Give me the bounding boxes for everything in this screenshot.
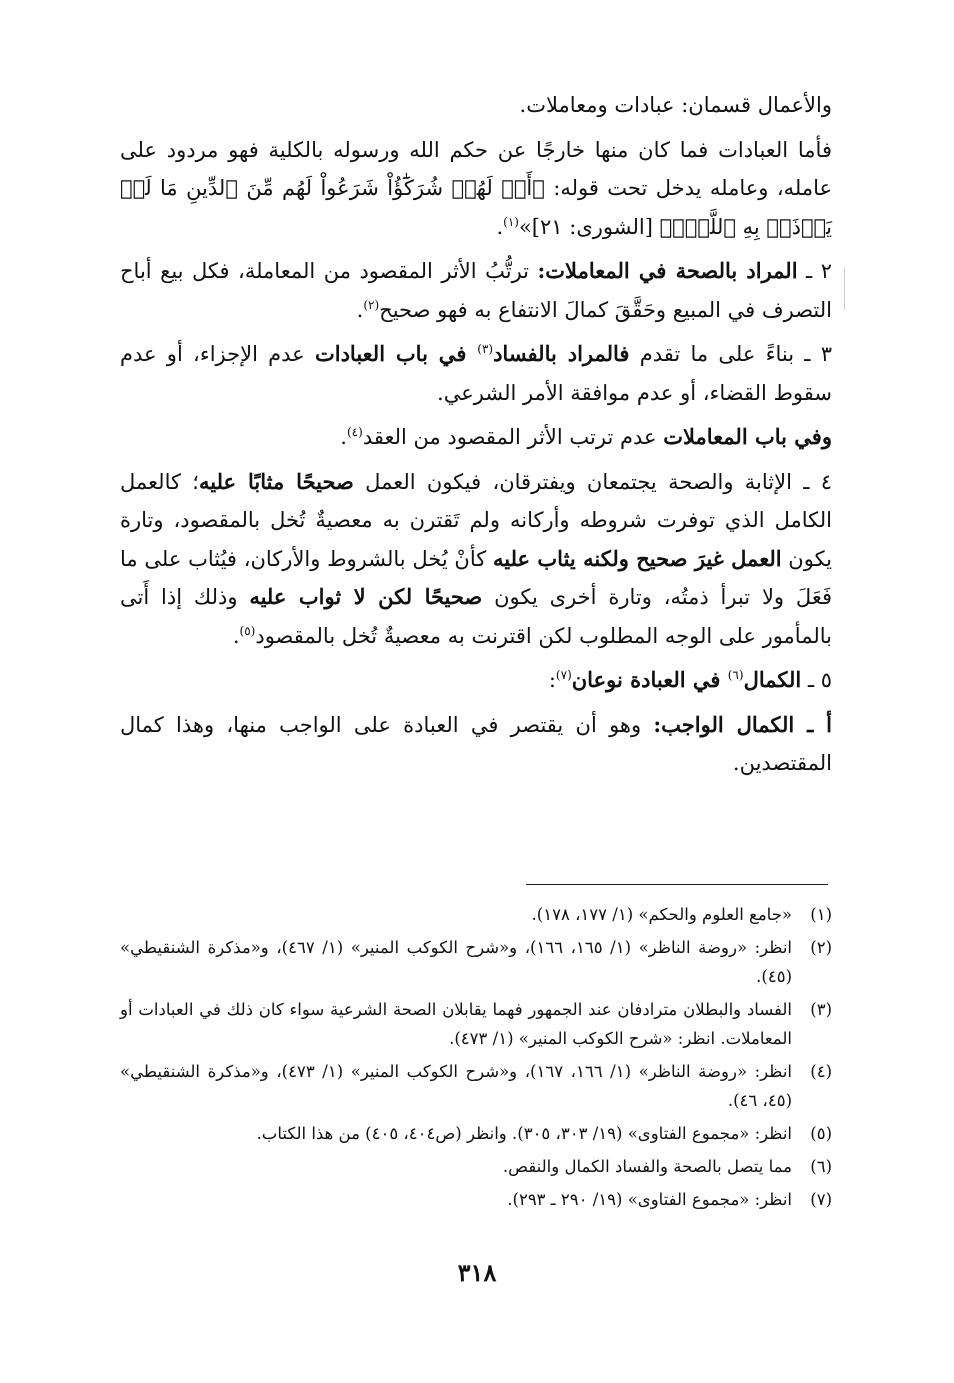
footnote-text: انظر: «مجموع الفتاوى» (١٩/ ٣٠٣، ٣٠٥). وانظر (ص٤٠٤، ٤٠٥) من هذا الكتاب. bbox=[256, 1124, 792, 1143]
footnote-separator bbox=[526, 884, 828, 885]
heading-fasad: فالمراد بالفساد bbox=[493, 341, 630, 366]
paragraph-7 bbox=[120, 706, 832, 783]
footnote-number: (٥) bbox=[810, 1124, 832, 1143]
item-number: ٥ ـ bbox=[801, 668, 832, 692]
bold-sahih-muthab: صحيحًا مثابًا عليه bbox=[198, 468, 354, 494]
footnote-ref-1[interactable]: (١) bbox=[503, 214, 519, 229]
footnote-text: انظر: «مجموع الفتاوى» (١٩/ ٢٩٠ ـ ٢٩٣). bbox=[507, 1190, 792, 1209]
footnote-6 bbox=[120, 1152, 832, 1181]
footnote-number: (٣) bbox=[810, 1000, 832, 1019]
paragraph-7-text: وهو أن يقتصر في العبادة على الواجب منها، وهذا كمال المقتصدين. bbox=[120, 712, 832, 775]
period: . bbox=[496, 214, 504, 239]
footnote-text: الفساد والبطلان مترادفان عند الجمهور فهما يقابلان الصحة الشرعية سواء كان ذلك في العبادات أو المعاملات. انظر: «شرح الكوكب المنير» (١/ ٤٧٣). bbox=[120, 1000, 792, 1048]
footnote-number: (٢) bbox=[810, 938, 832, 957]
bold-ghayr-sahih: العمل غيرَ صحيح ولكنه يثاب عليه bbox=[492, 545, 782, 571]
heading-kamal-wajib: أ ـ الكمال الواجب: bbox=[653, 711, 832, 737]
colon: : bbox=[548, 668, 556, 692]
item-number: ٢ ـ bbox=[797, 259, 832, 283]
main-text bbox=[120, 86, 832, 789]
paragraph-6 bbox=[120, 661, 832, 700]
heading-bab-muamalat: وفي باب المعاملات bbox=[663, 424, 832, 449]
quran-verse: ﴿أَمۡ لَهُمۡ شُرَكَٰٓؤُاْ شَرَعُواْ لَهُم مِّنَ ٱلدِّينِ مَا لَمۡ يَأۡذَنۢ بِهِ ٱللَّهُۚ﴾ bbox=[120, 176, 832, 239]
paragraph-4 bbox=[120, 418, 832, 457]
paragraph-3 bbox=[120, 335, 832, 412]
paragraph-5 bbox=[120, 463, 832, 656]
paragraph-ibadat bbox=[120, 131, 832, 247]
footnote-1 bbox=[120, 900, 832, 929]
footnote-ref-4[interactable]: (٤) bbox=[346, 425, 363, 439]
footnote-ref-6[interactable]: (٦) bbox=[727, 668, 744, 682]
paragraph-3-text: عدم الإجزاء، أو عدم سقوط القضاء، أو عدم موافقة الأمر الشرعي. bbox=[120, 342, 832, 405]
paragraph-4-text: عدم ترتب الأثر المقصود من العقد bbox=[362, 425, 664, 449]
footnote-number: (٧) bbox=[810, 1190, 832, 1209]
paragraph-ibadat-text: فأما العبادات فما كان منها خارجًا عن حكم الله ورسوله بالكلية فهو مردود على عامله، وعامله يدخل تحت قوله: bbox=[120, 137, 832, 200]
footnote-4 bbox=[120, 1057, 832, 1115]
paragraph-2-text: ترتُّبُ الأثر المقصود من المعاملة، فكل بيع أباح التصرف في المبيع وحَقَّقَ كمالَ الانتفاع به فهو صحيح bbox=[120, 259, 832, 322]
footnote-ref-3[interactable]: (٣) bbox=[477, 342, 494, 356]
period: . bbox=[340, 425, 347, 449]
paragraph-5-text-b: كأنْ يُخل بالشروط والأركان، فيُثاب على ما فَعَلَ ولا تبرأ ذمتُه، وتارة أخرى يكون bbox=[120, 546, 832, 609]
bold-sahih-la-thawab: صحيحًا لكن لا ثواب عليه bbox=[249, 584, 483, 609]
paragraph-2 bbox=[120, 252, 832, 329]
period: . bbox=[356, 297, 364, 322]
footnote-7 bbox=[120, 1185, 832, 1214]
footnote-number: (٤) bbox=[810, 1062, 832, 1081]
page-number: ٣١٨ bbox=[457, 1258, 497, 1287]
paragraph-5-text-c: وذلك إذا أَتى بالمأمور على الوجه المطلوب لكن اقترنت به معصيةٌ تُخل بالمقصود bbox=[120, 585, 832, 648]
heading-ibada-naw: في العبادة نوعان bbox=[571, 667, 728, 692]
footnotes bbox=[120, 900, 832, 1218]
footnote-2 bbox=[120, 933, 832, 991]
footnote-ref-7[interactable]: (٧) bbox=[555, 668, 572, 682]
footnote-number: (١) bbox=[810, 905, 832, 924]
paragraph-3-lead: ٣ ـ بناءً على ما تقدم bbox=[629, 342, 832, 366]
footnote-number: (٦) bbox=[810, 1157, 832, 1176]
footnote-3 bbox=[120, 995, 832, 1053]
verse-reference: [الشورى: ٢١]» bbox=[518, 214, 660, 239]
footnote-5 bbox=[120, 1119, 832, 1148]
footnote-text: «جامع العلوم والحكم» (١/ ١٧٧، ١٧٨). bbox=[531, 905, 792, 924]
heading-bab-ibadat: في باب العبادات bbox=[314, 341, 478, 366]
paragraph-intro: والأعمال قسمان: عبادات ومعاملات. bbox=[519, 93, 832, 117]
heading-kamal: الكمال bbox=[743, 667, 802, 692]
paragraph-5-text-a: ؛ كالعمل الكامل الذي توفرت شروطه وأركانه ولم تَقترن به معصيةٌ تُخل بالمقصود، وتارة يكون bbox=[120, 469, 833, 571]
period: . bbox=[232, 623, 240, 648]
paragraph-5-lead: ٤ ـ الإثابة والصحة يجتمعان ويفترقان، فيكون العمل bbox=[353, 469, 833, 494]
footnote-text: انظر: «روضة الناظر» (١/ ١٦٦، ١٦٧)، و«شرح الكوكب المنير» (١/ ٤٧٣)، و«مذكرة الشنقيطي» (٤٥، ٤٦). bbox=[120, 1062, 792, 1110]
footnote-text: مما يتصل بالصحة والفساد الكمال والنقص. bbox=[502, 1157, 792, 1176]
footnote-ref-2[interactable]: (٢) bbox=[363, 297, 380, 312]
footnote-ref-5[interactable]: (٥) bbox=[239, 623, 256, 638]
footnote-text: انظر: «روضة الناظر» (١/ ١٦٥، ١٦٦)، و«شرح الكوكب المنير» (١/ ٤٦٧)، و«مذكرة الشنقيطي» (٤٥). bbox=[120, 938, 792, 986]
heading-sihha-muamalat: المراد بالصحة في المعاملات: bbox=[537, 258, 798, 283]
margin-mark bbox=[844, 268, 846, 310]
